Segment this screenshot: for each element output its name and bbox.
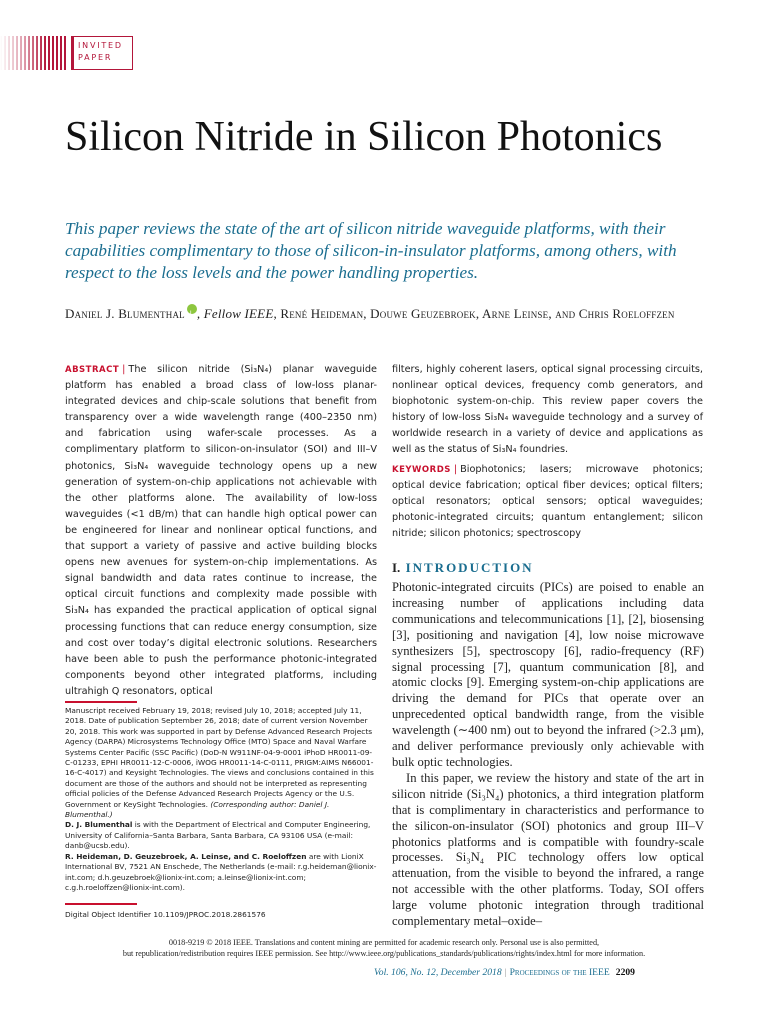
footnote-others: are with LioniX International BV, 7521 AN Enschede, The Netherlands (e-mail: r.g.heideman@lionix-int.com; d.h.geuzebroek@lionix-int.com; a.leinse@lionix-int.com; c.g.h.roeloffzen@lionix-int.com). [65, 851, 377, 892]
abstract-left: ABSTRACT | The silicon nitride (Si₃N₄) planar waveguide platform has enabled a broad class of low-loss planar-integrated devices and chip-scale solutions that benefit from transparency over a wide wavelength range (400–2350 nm) and fabrication using wafer-scale processes. As a complimentary platform to silicon-on-insulator (SOI) and III–V photonics, Si₃N₄ waveguide technology opens up a new generation of system-on-chip applications not achievable with the other platforms alone. The availability of low-loss waveguides (<1 dB/m) that can handle high optical power can be engineered for linear and nonlinear optical functions, and that support a variety of passive and active building blocks opens new avenues for system-on-chip implementations. As signal bandwidth and data rates continue to increase, the optical circuit functions and complexity made possible with Si₃N₄ has expanded the practical application of optical signal processing functions that can reduce energy consumption, size and cost over today’s digital electronic solutions. Researchers have been able to push the performance photonic-integrated components beyond other integrated platforms, including ultrahigh Q resonators, optical [65, 364, 377, 697]
copyright-line-1: 0018-9219 © 2018 IEEE. Translations and content mining are permitted for academic research only. Personal use is also permitted, [168, 938, 600, 947]
copyright-line-2: but republication/redistribution requires IEEE permission. See http://www.ieee.org/publications_standards/publications/rights/index.html for more information. [122, 948, 646, 958]
section-heading [392, 560, 534, 576]
author-fellow: , Fellow IEEE [196, 306, 274, 321]
abstract-label: ABSTRACT [65, 365, 120, 375]
footnote-blumenthal-name: D. J. Blumenthal [65, 820, 133, 830]
footnote-corresponding: (Corresponding author: Daniel J. Blumenthal.) [65, 799, 330, 820]
keywords-text: Biophotonics; lasers; microwave photonics; optical device fabrication; optical fiber devices; optical filters; optical resonators; optical sensors; optical waveguides; photonic-integrated circuits; quantum entanglement; silicon nitride; silicon photonics; spectroscopy [392, 464, 703, 540]
abstract-right: filters, highly coherent lasers, optical signal processing circuits, nonlinear optical devices, frequency comb generators, and biophotonic system-on-chip. This review paper covers the history of low-loss Si₃N₄ waveguide technology and a survey of worldwide research in a variety of device and applications as well as the status of Si₃N₄ foundries. [392, 364, 703, 456]
introduction-body [392, 580, 704, 930]
abstract-text: The silicon nitride (Si₃N₄) planar waveguide platform has enabled a broad class of low-loss planar-integrated devices and chip-scale solutions that benefit from transparency over a wide wavelength range (400–2350 nm) and fabrication using wafer-scale processes. As a complimentary platform to silicon-on-insulator (SOI) and III–V photonics, Si₃N₄ waveguide technology opens up a new generation of system-on-chip applications not achievable with the other platforms alone. The availability of low-loss waveguides (<1 dB/m) that can handle high optical power can be engineered for linear and nonlinear optical functions, and that support a variety of passive and active building blocks opens new avenues for system-on-chip implementations. As signal bandwidth and data rates continue to increase, the optical circuit functions and complexity made possible with Si₃N₄ has expanded the practical application of optical signal processing functions that can reduce energy consumption, size and cost over today’s digital electronic solutions. Researchers have been able to push the performance photonic-integrated components beyond other integrated platforms, including ultrahigh Q resonators, optical [65, 364, 377, 697]
footnote-blumenthal: is with the Department of Electrical and Computer Engineering, University of California–Santa Barbara, Santa Barbara, CA 93106 USA (e-mail: danb@ucsb.edu). [65, 820, 371, 851]
page-number: 2209 [615, 967, 635, 978]
keywords: KEYWORDS | Biophotonics; lasers; microwave photonics; optical device fabrication; optical fiber devices; optical filters; optical resonators; optical sensors; optical waveguides; photonic-integrated circuits; quantum entanglement; silicon nitride; silicon photonics; spectroscopy [392, 464, 703, 540]
page-footer: Vol. 106, No. 12, December 2018 | Proceedings of the IEEE 2209 [374, 967, 635, 978]
keywords-label: KEYWORDS [392, 465, 451, 475]
invited-paper-badge [0, 36, 140, 70]
badge-line-2: PAPER [78, 53, 113, 62]
section-title: INTRODUCTION [405, 560, 534, 575]
footnotes [65, 706, 377, 893]
doi-line: Digital Object Identifier 10.1109/JPROC.2018.2861576 [65, 910, 266, 919]
doi-rule [65, 903, 137, 905]
orcid-icon[interactable] [187, 304, 197, 314]
paper-title: Silicon Nitride in Silicon Photonics [65, 114, 663, 160]
section-number: I. [392, 560, 401, 575]
author-rest: , René Heideman, Douwe Geuzebroek, Arne Leinse, and Chris Roeloffzen [273, 306, 675, 321]
intro-paragraph-1: Photonic-integrated circuits (PICs) are poised to enable an increasing number of applications including data communications and telecommunications [1], [2], biosensing [3], positioning and navigation [4], low noise microwave synthesizers [5], spectroscopy [6], radio-frequency (RF) signal processing [7], quantum communication [8], and atomic clocks [9]. Emerging system-on-chip applications are driving the demand for PICs that operate over an unprecedented optical bandwidth range, from the visible wavelength (∼400 nm) out to beyond the infrared (>2.3 μm), and deliver performance previously only achievable with bulk optic technologies. [392, 580, 704, 769]
author-list [65, 303, 725, 325]
badge-line-1: INVITED [78, 41, 123, 50]
intro-paragraph-2: In this paper, we review the history and state of the art in silicon nitride (Si₃N₄) photonics, a third integration platform that is complimentary in characteristics and performance to the silicon-on-insulator (SOI) photonics and group III–V photonics platforms and is compatible with foundry-scale processes. Si₃N₄ PIC technology offers low optical attenuation, from the visible to beyond the infrared, a range not accessible with the other platforms. Today, SOI offers large volume photonic integration through traditional complementary metal–oxide– [392, 770, 704, 929]
footnote-rule [65, 701, 137, 703]
footer-journal: Proceedings of the IEEE [509, 967, 610, 978]
copyright-notice [0, 938, 768, 959]
footnote-others-names: R. Heideman, D. Geuzebroek, A. Leinse, and C. Roeloffzen [65, 851, 307, 861]
footnote-received: Manuscript received February 19, 2018; revised July 10, 2018; accepted July 11, 2018. Date of publication September 26, 2018; date of current version November 20, 2018. This work was supported in part by Defense Advanced Research Projects Agency (DARPA) Microsystems Technology Office (MTO) Space and Naval Warfare Systems Center Pacific (SSC Pacific) (DoD-N W911NF-04-9-0001 iPhoD HR0011-09-C-01233, EPHI HR0011-12-C-0006, iWOG HR0011-14-C-0111, PRIGM:AIMS N66001- 16-C-4017) and Keysight Technologies. The views and conclusions contained in this document are those of the authors and should not be interpreted as representing official policies of the Defense Advanced Research Projects Agency or the U.S. Government or KeySight Technologies. [65, 706, 374, 809]
lead-summary: This paper reviews the state of the art of silicon nitride waveguide platforms, with their capabilities complimentary to those of silicon-in-insulator platforms, among others, with respect to the loss levels and the power handling properties. [65, 219, 677, 282]
author-first: Daniel J. Blumenthal [65, 306, 185, 321]
footer-volume: Vol. 106, No. 12, December 2018 [374, 967, 502, 978]
